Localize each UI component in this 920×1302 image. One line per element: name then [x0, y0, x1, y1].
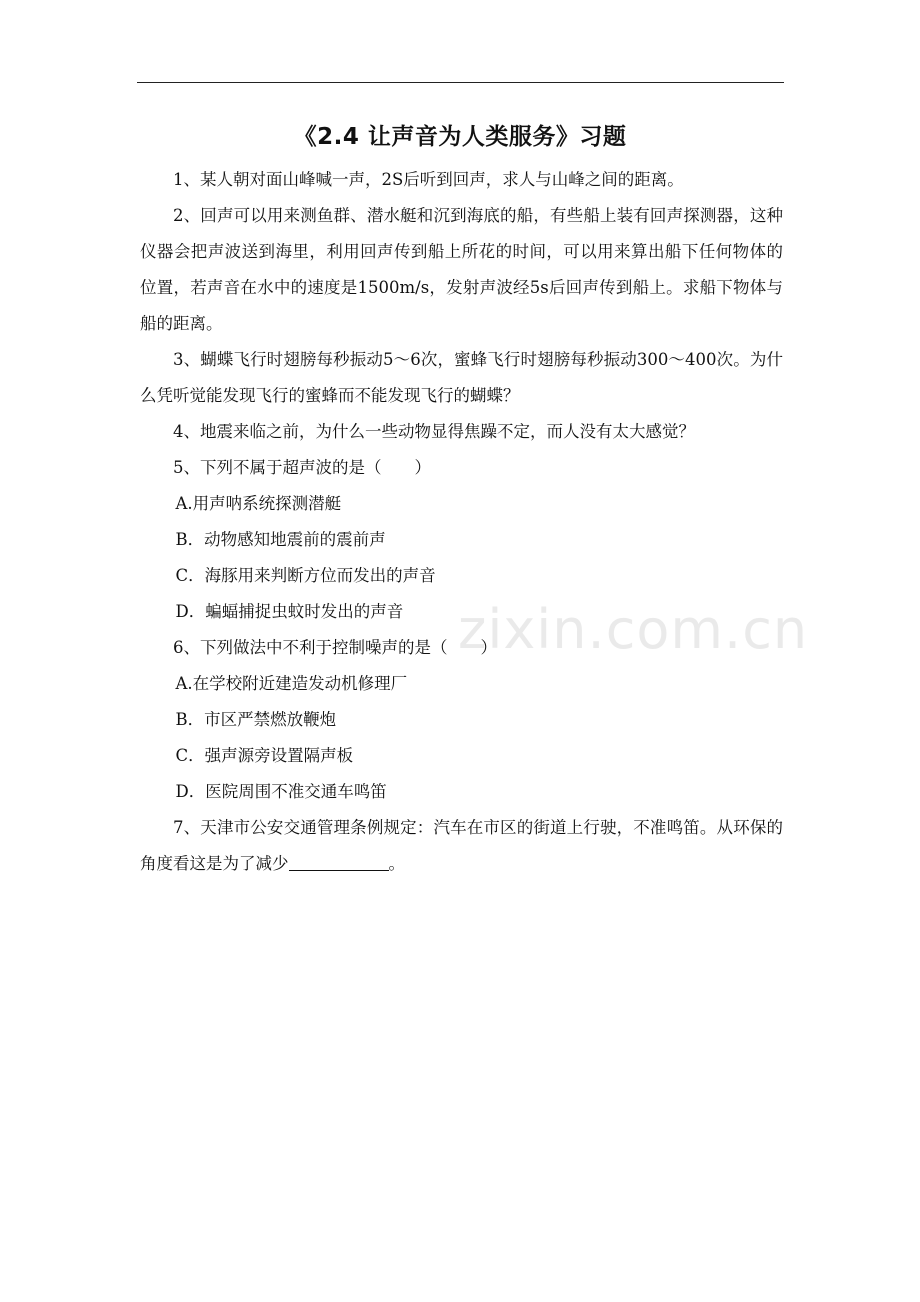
question-4: 4、地震来临之前，为什么一些动物显得焦躁不定，而人没有太大感觉？	[173, 422, 695, 441]
question-6: 6、下列做法中不利于控制噪声的是（ ）	[173, 638, 497, 657]
question-5-option-a: A.用声呐系统探测潜艇	[175, 494, 342, 513]
question-6-option-d: D．医院周围不准交通车鸣笛	[175, 782, 387, 801]
question-list	[140, 162, 783, 882]
document-title: 《2.4 让声音为人类服务》习题	[293, 124, 627, 150]
header-rule	[137, 82, 784, 83]
question-5-option-d: D．蝙蝠捕捉虫蚊时发出的声音	[175, 602, 404, 621]
question-3: 3、蝴蝶飞行时翅膀每秒振动5～6次，蜜蜂飞行时翅膀每秒振动300～400次。为什么凭听觉能发现飞行的蜜蜂而不能发现飞行的蝴蝶？	[140, 350, 783, 405]
question-2: 2、回声可以用来测鱼群、潜水艇和沉到海底的船，有些船上装有回声探测器，这种仪器会把声波送到海里，利用回声传到船上所花的时间，可以用来算出船下任何物体的位置，若声音在水中的速度是1500m/s，发射声波经5s后回声传到船上。求船下物体与船的距离。	[140, 206, 783, 333]
question-1: 1、某人朝对面山峰喊一声，2S后听到回声，求人与山峰之间的距离。	[173, 170, 684, 189]
question-5-option-c: C．海豚用来判断方位而发出的声音	[175, 566, 436, 585]
question-5-option-b: B．动物感知地震前的震前声	[175, 530, 386, 549]
question-7-text: 7、天津市公安交通管理条例规定：汽车在市区的街道上行驶，不准鸣笛。从环保的角度看这是为了减少	[140, 818, 783, 873]
question-6-option-a: A.在学校附近建造发动机修理厂	[175, 674, 408, 693]
question-5: 5、下列不属于超声波的是（ ）	[173, 458, 431, 477]
answer-blank	[289, 854, 389, 872]
question-7	[140, 810, 783, 882]
watermark: zixin.com.cn	[458, 598, 809, 661]
question-6-option-b: B．市区严禁燃放鞭炮	[175, 710, 337, 729]
question-6-option-c: C．强声源旁设置隔声板	[175, 746, 354, 765]
question-7-suffix: 。	[388, 854, 405, 873]
